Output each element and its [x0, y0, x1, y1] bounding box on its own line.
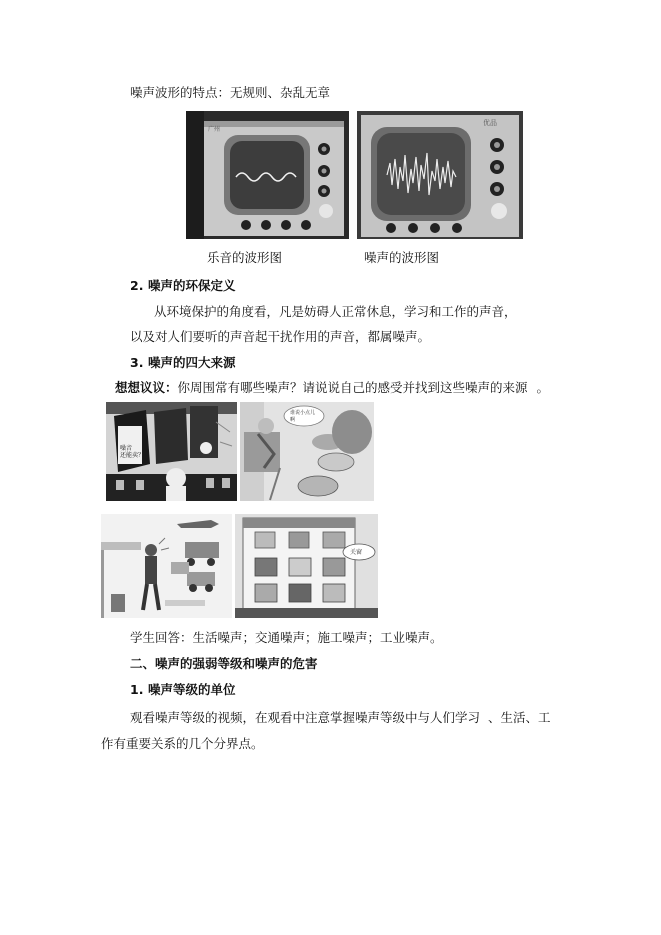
section-2-title: 噪声的环保定义	[148, 278, 236, 293]
definition-line-1: 从环境保护的角度看，凡是妨碍人正常休息，学习和工作的声音，	[154, 304, 517, 319]
section-2-number: 2.	[130, 278, 144, 293]
osc-right-brand: 优品	[483, 119, 497, 127]
paragraph-line-2: 作有重要关系的几个分界点。	[101, 736, 264, 751]
noise-waveform-caption: 噪声的波形图	[364, 250, 440, 265]
cartoon-bubble-2: 谁说小点儿啊	[290, 410, 316, 423]
music-waveform-caption: 乐音的波形图	[207, 250, 283, 265]
subsection-1-number: 1.	[130, 682, 144, 697]
paragraph-line-1-end: 、生活、工	[488, 710, 551, 725]
subsection-1-title: 噪声等级的单位	[148, 682, 236, 697]
cartoon-bubble-3: 关窗	[350, 549, 363, 556]
paragraph-line-1-main: 观看噪声等级的视频，在观看中注意掌握噪声等级中与人们学习	[130, 710, 481, 725]
cartoon-traffic-noise	[240, 402, 374, 501]
noise-waveform-photo	[357, 111, 523, 239]
paragraph-line-1	[130, 710, 551, 726]
osc-left-brand: 广州	[208, 126, 221, 133]
part-2-heading: 二、噪声的强弱等级和噪声的危害	[130, 656, 318, 671]
section-3-number: 3.	[130, 355, 144, 370]
cartoon-life-noise	[106, 402, 237, 501]
cartoon-industrial-noise	[235, 514, 378, 618]
cartoon-construction-noise	[101, 514, 232, 618]
definition-line-2: 以及对人们要听的声音起干扰作用的声音，都属噪声。	[130, 329, 431, 344]
discussion-label: 想想议议：	[115, 380, 178, 395]
discussion-end: 。	[536, 380, 550, 395]
student-answer: 学生回答：生活噪声；交通噪声；施工噪声；工业噪声。	[130, 630, 443, 645]
noise-waveform-feature-text: 噪声波形的特点：无规则、杂乱无章	[130, 85, 331, 100]
music-waveform-photo	[186, 111, 349, 239]
section-3-title: 噪声的四大来源	[148, 355, 236, 370]
discussion-prompt	[115, 380, 549, 396]
cartoon-bubble-1: 噪音还能卖？	[120, 445, 145, 459]
discussion-text: 你周围常有哪些噪声？请说说自己的感受并找到这些噪声的来源	[177, 380, 528, 395]
